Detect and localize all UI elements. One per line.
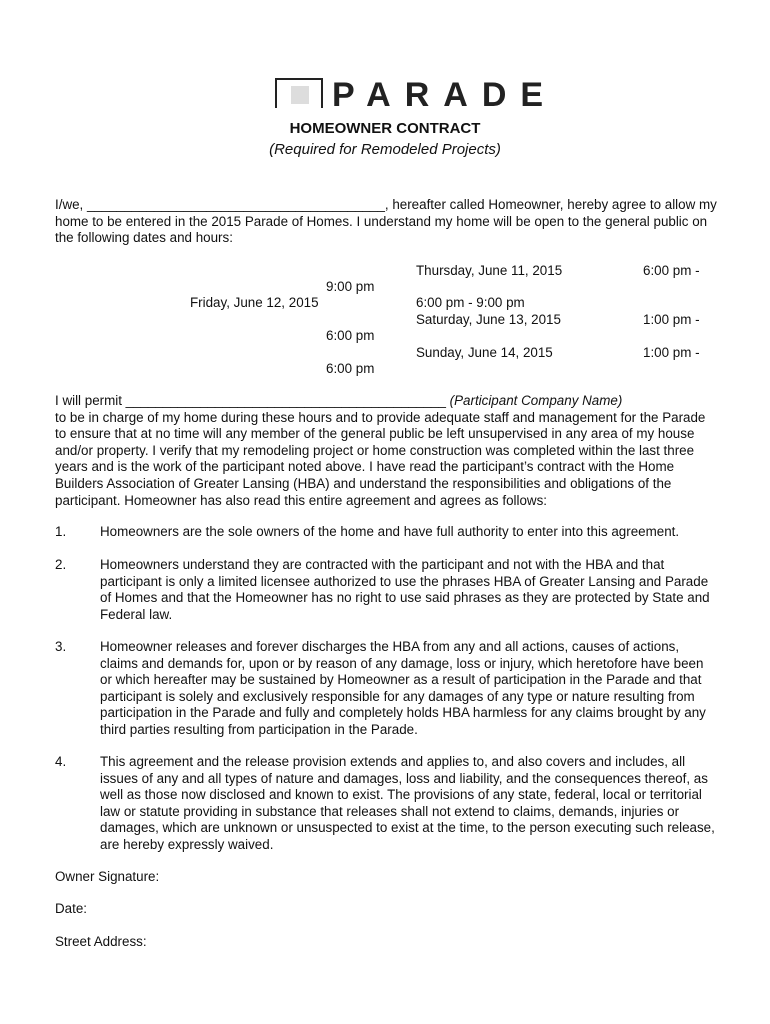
document-subtitle: (Required for Remodeled Projects) <box>269 141 501 158</box>
schedule-sat-date: Saturday, June 13, 2015 <box>416 312 561 327</box>
logo-wordmark: PARADE <box>332 76 558 114</box>
parade-logo <box>270 74 558 114</box>
intro-paragraph: I/we, ________________________________________, hereafter called Homeowner, hereby agree to allow my home to be entered in the 2015 Parade of Homes. I understand my home will be open to the general public on the following dates and hours: <box>55 197 717 246</box>
list-item-number: 2. <box>55 557 67 572</box>
schedule-sat-time-end: 6:00 pm <box>326 328 375 343</box>
schedule-fri-date: Friday, June 12, 2015 <box>190 295 319 310</box>
participant-company-label: (Participant Company Name) <box>449 393 623 408</box>
list-item: This agreement and the release provision extends and applies to, and also covers and includes, all issues of any and all types of nature and damages, loss and liability, and the consequences thereof, as well as those now disclosed and known to exist. The provisions of any state, federal, local or territorial law or statute providing in substance that releases shall not extend to claims, demands, injuries or damages, which are unknown or unsuspected to exist at the time, to the person executing such release, are hereby expressly waived. <box>100 754 715 852</box>
list-item: Homeowners understand they are contracted with the participant and not with the HBA and that participant is only a limited licensee authorized to use the phrases HBA of Greater Lansing and Parade of Homes and that the Homeowner has no right to use said phrases as they are protected by State and Federal law. <box>100 557 710 622</box>
list-item: Homeowner releases and forever discharges the HBA from any and all actions, causes of actions, claims and demands for, upon or by reason of any damage, loss or injury, which heretofore have been or which hereafter may be sustained by Homeowner as a result of participation in the Parade and that participant is solely and exclusively responsible for any damages of any type or nature resulting from participation in the Parade and fully and completely holds HBA harmless for any claims brought by any third parties resulting from participation in the Parade. <box>100 639 706 737</box>
owner-signature-label: Owner Signature: <box>55 869 160 884</box>
schedule-sun-time-start: 1:00 pm - <box>643 345 700 360</box>
street-address-label: Street Address: <box>55 934 147 949</box>
list-item-number: 3. <box>55 639 67 654</box>
schedule-sun-time-end: 6:00 pm <box>326 361 375 376</box>
schedule-sun-date: Sunday, June 14, 2015 <box>416 345 553 360</box>
date-label: Date: <box>55 901 88 916</box>
schedule-sat-time-start: 1:00 pm - <box>643 312 700 327</box>
schedule-thu-time-start: 6:00 pm - <box>643 263 700 278</box>
schedule-thu-date: Thursday, June 11, 2015 <box>416 263 563 278</box>
list-item-number: 1. <box>55 524 67 539</box>
document-title: HOMEOWNER CONTRACT <box>289 120 481 137</box>
schedule-thu-time-end: 9:00 pm <box>326 279 375 294</box>
schedule-fri-time: 6:00 pm - 9:00 pm <box>416 295 525 310</box>
permit-body: to be in charge of my home during these hours and to provide adequate staff and management for the Parade to ensure that at no time will any member of the general public be left unsupervised in any area of my house and/or property. I verify that my remodeling project or home construction was completed within the last three years and is the work of the participant noted above. I have read the participant’s contract with the Home Builders Association of Greater Lansing (HBA) and understand the responsibilities and obligations of the participant. Homeowner has also read this entire agreement and agrees as follows: <box>55 409 706 508</box>
list-item-number: 4. <box>55 754 67 769</box>
list-item: Homeowners are the sole owners of the home and have full authority to enter into this agreement. <box>100 524 680 539</box>
permit-lead: I will permit ___________________________________________ <box>55 393 450 408</box>
house-logo-icon <box>275 78 323 108</box>
permit-paragraph <box>55 393 717 509</box>
